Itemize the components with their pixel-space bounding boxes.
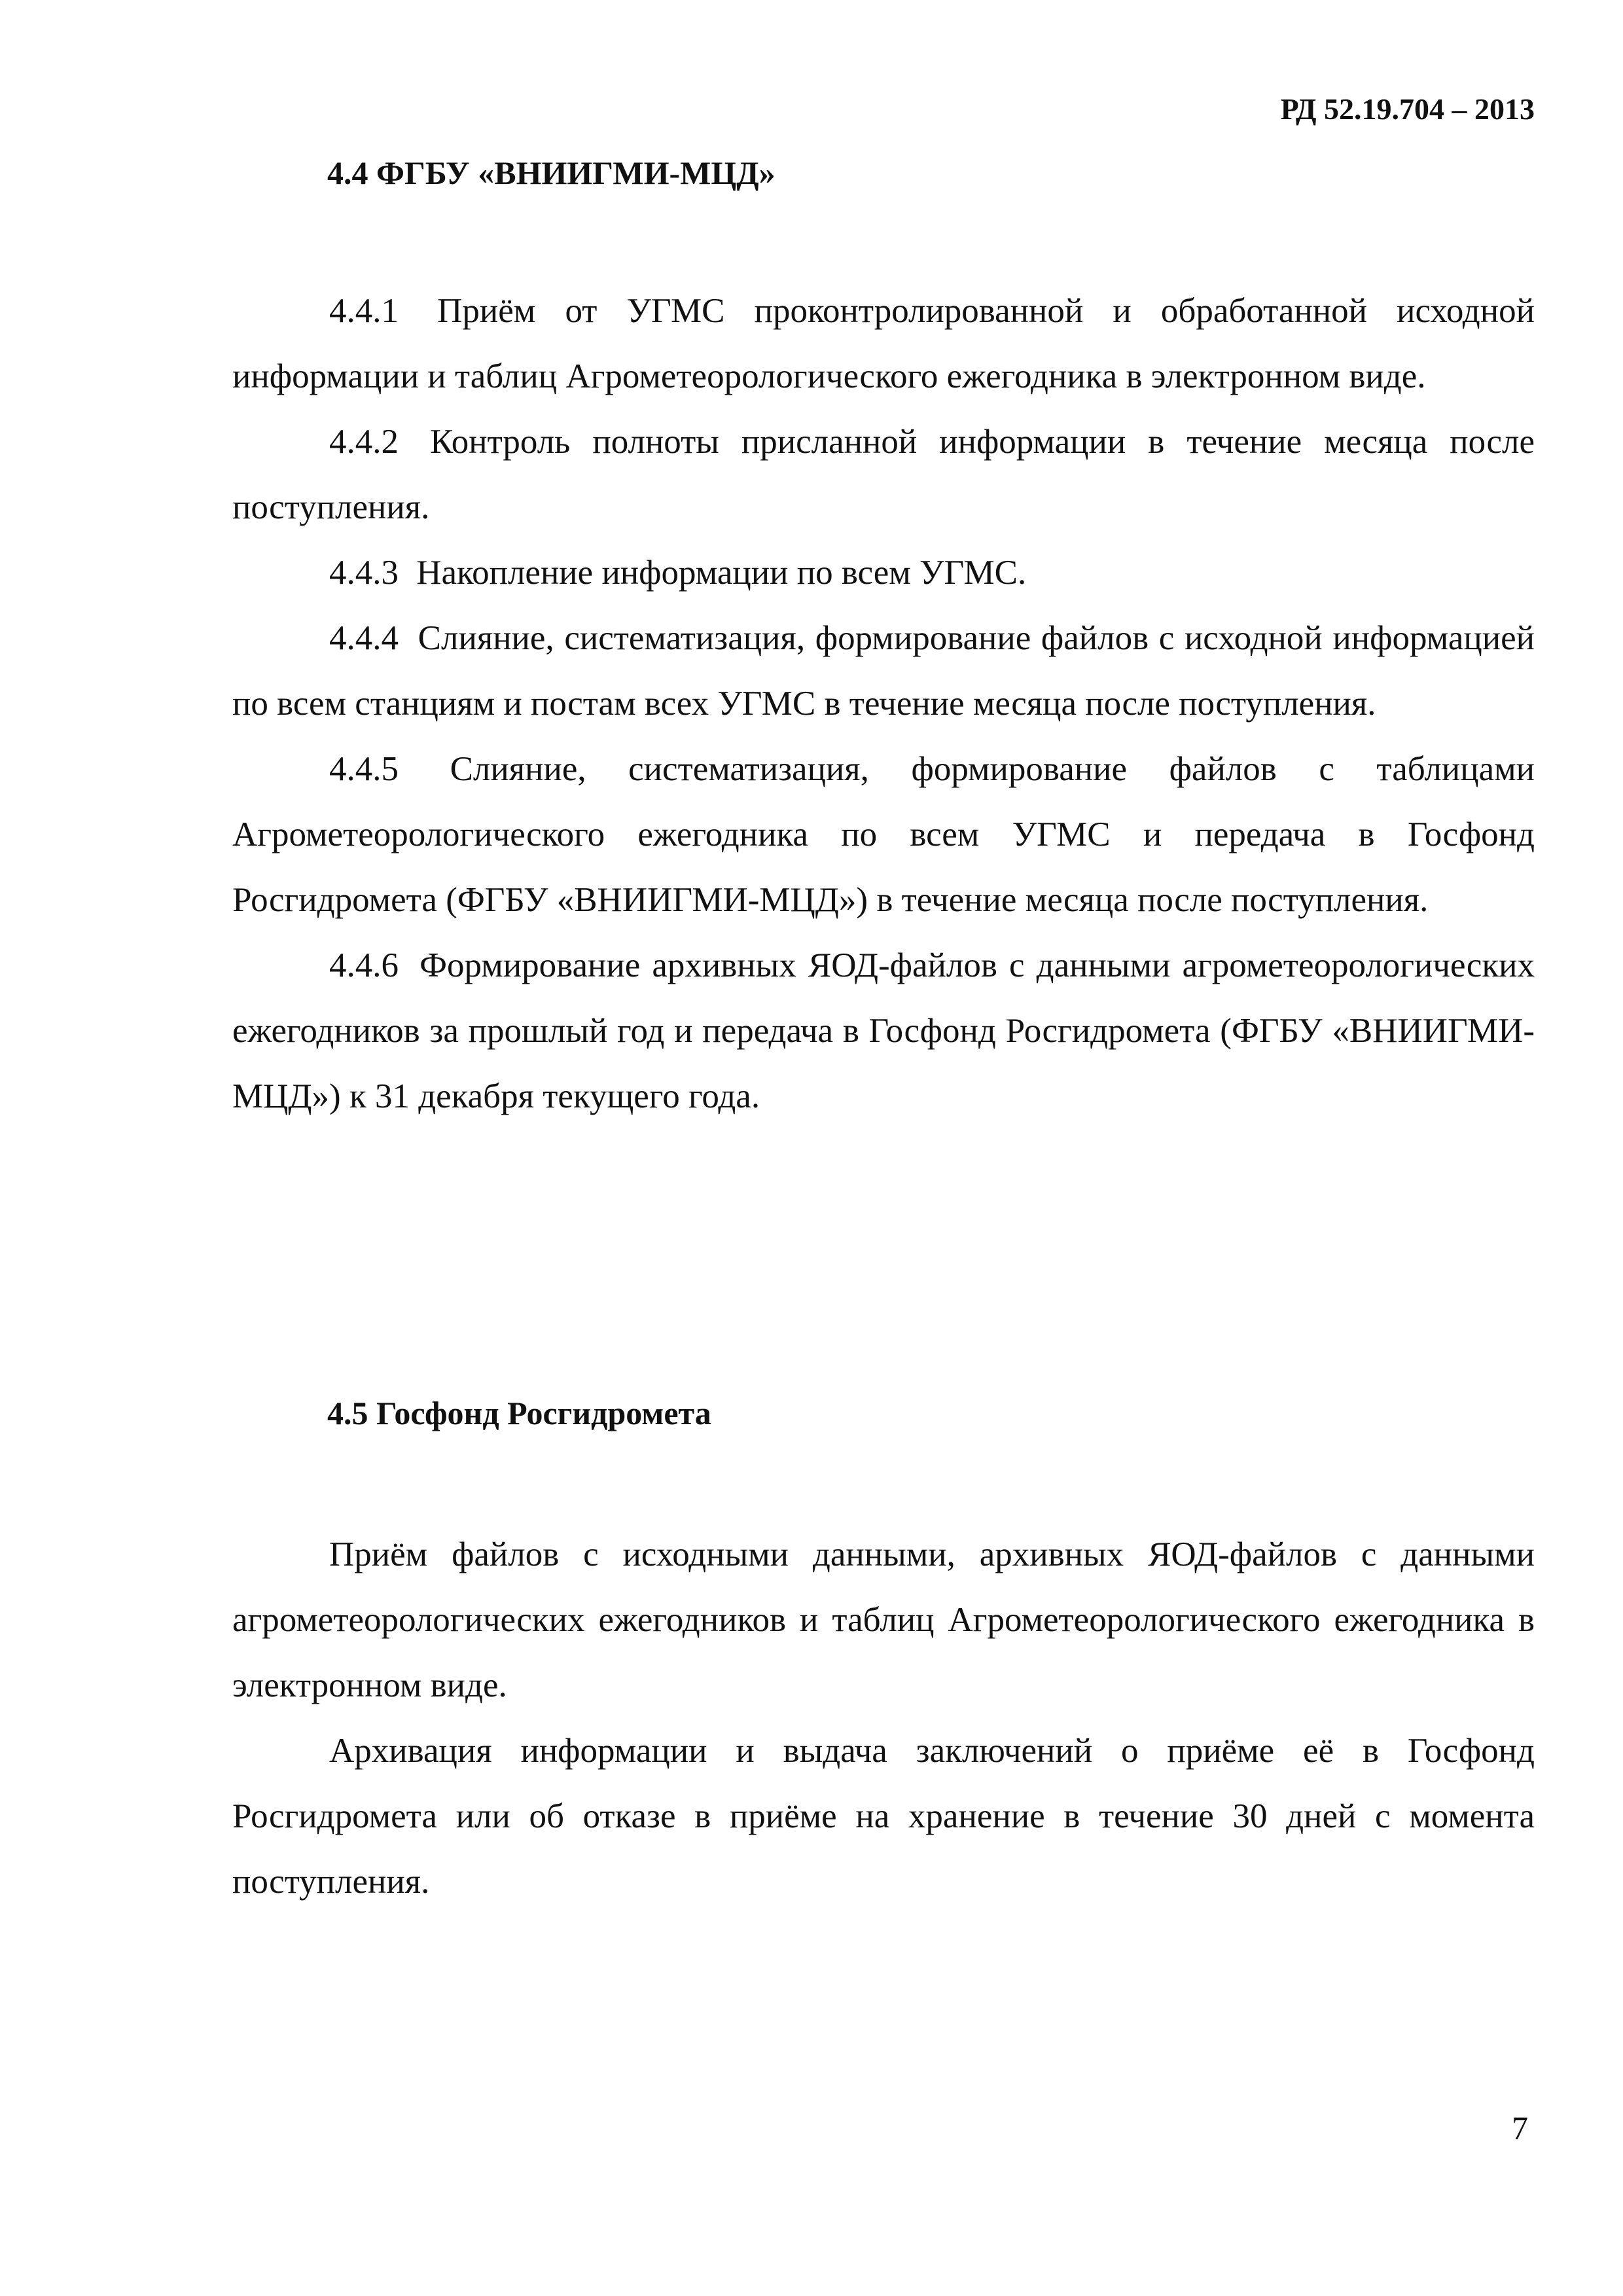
clause-text: Контроль полноты присланной информации в течение месяца после поступления. [232,423,1535,526]
clause-number: 4.4.1 [329,292,399,330]
clause-4-4-3 [232,540,1535,605]
gosfond-paragraph: Приём файлов с исходными данными, архивных ЯОД-файлов с данными агрометеорологических ежегодников и таблиц Агрометеорологического ежегодника в электронном виде. [232,1535,1535,1704]
clause-text: Слияние, систематизация, формирование файлов с исходной информацией по всем станциям и постам всех УГМС в течение месяца после поступления. [232,619,1535,723]
section-heading-4-5: 4.5 Госфонд Росгидромета [327,1395,711,1431]
clause-number: 4.4.4 [329,619,399,657]
clause-4-4-4 [232,605,1535,736]
section-4-5-body [232,1522,1535,1914]
document-code: РД 52.19.704 – 2013 [1280,92,1535,126]
clause-text: Слияние, систематизация, формирование файлов с таблицами Агрометеорологического ежегодника по всем УГМС и передача в Госфонд Росгидромета (ФГБУ «ВНИИГМИ-МЦД») в течение месяца после поступления. [232,750,1535,919]
clause-number: 4.4.3 [329,554,399,592]
clause-text: Формирование архивных ЯОД-файлов с данными агрометеорологических ежегодников за прошлый год и передача в Госфонд Росгидромета (ФГБУ «ВНИИГМИ-МЦД») к 31 декабря текущего года. [232,946,1535,1115]
clause-text: Накопление информации по всем УГМС. [416,554,1027,592]
page-number: 7 [1512,2109,1528,2146]
section-4-4-body [232,278,1535,1129]
clause-4-4-6 [232,933,1535,1129]
clause-number: 4.4.2 [329,423,399,461]
clause-4-4-2 [232,409,1535,540]
gosfond-paragraph: Архивация информации и выдача заключений о приёме её в Госфонд Росгидромета или об отказе в приёме на хранение в течение 30 дней с момента поступления. [232,1732,1535,1901]
clause-text: Приём от УГМС проконтролированной и обработанной исходной информации и таблиц Агрометеорологического ежегодника в электронном виде. [232,292,1535,395]
clause-4-4-1 [232,278,1535,409]
clause-number: 4.4.6 [329,946,399,984]
clause-number: 4.4.5 [329,750,399,788]
clause-4-4-5 [232,736,1535,933]
section-heading-4-4: 4.4 ФГБУ «ВНИИГМИ-МЦД» [327,154,776,191]
